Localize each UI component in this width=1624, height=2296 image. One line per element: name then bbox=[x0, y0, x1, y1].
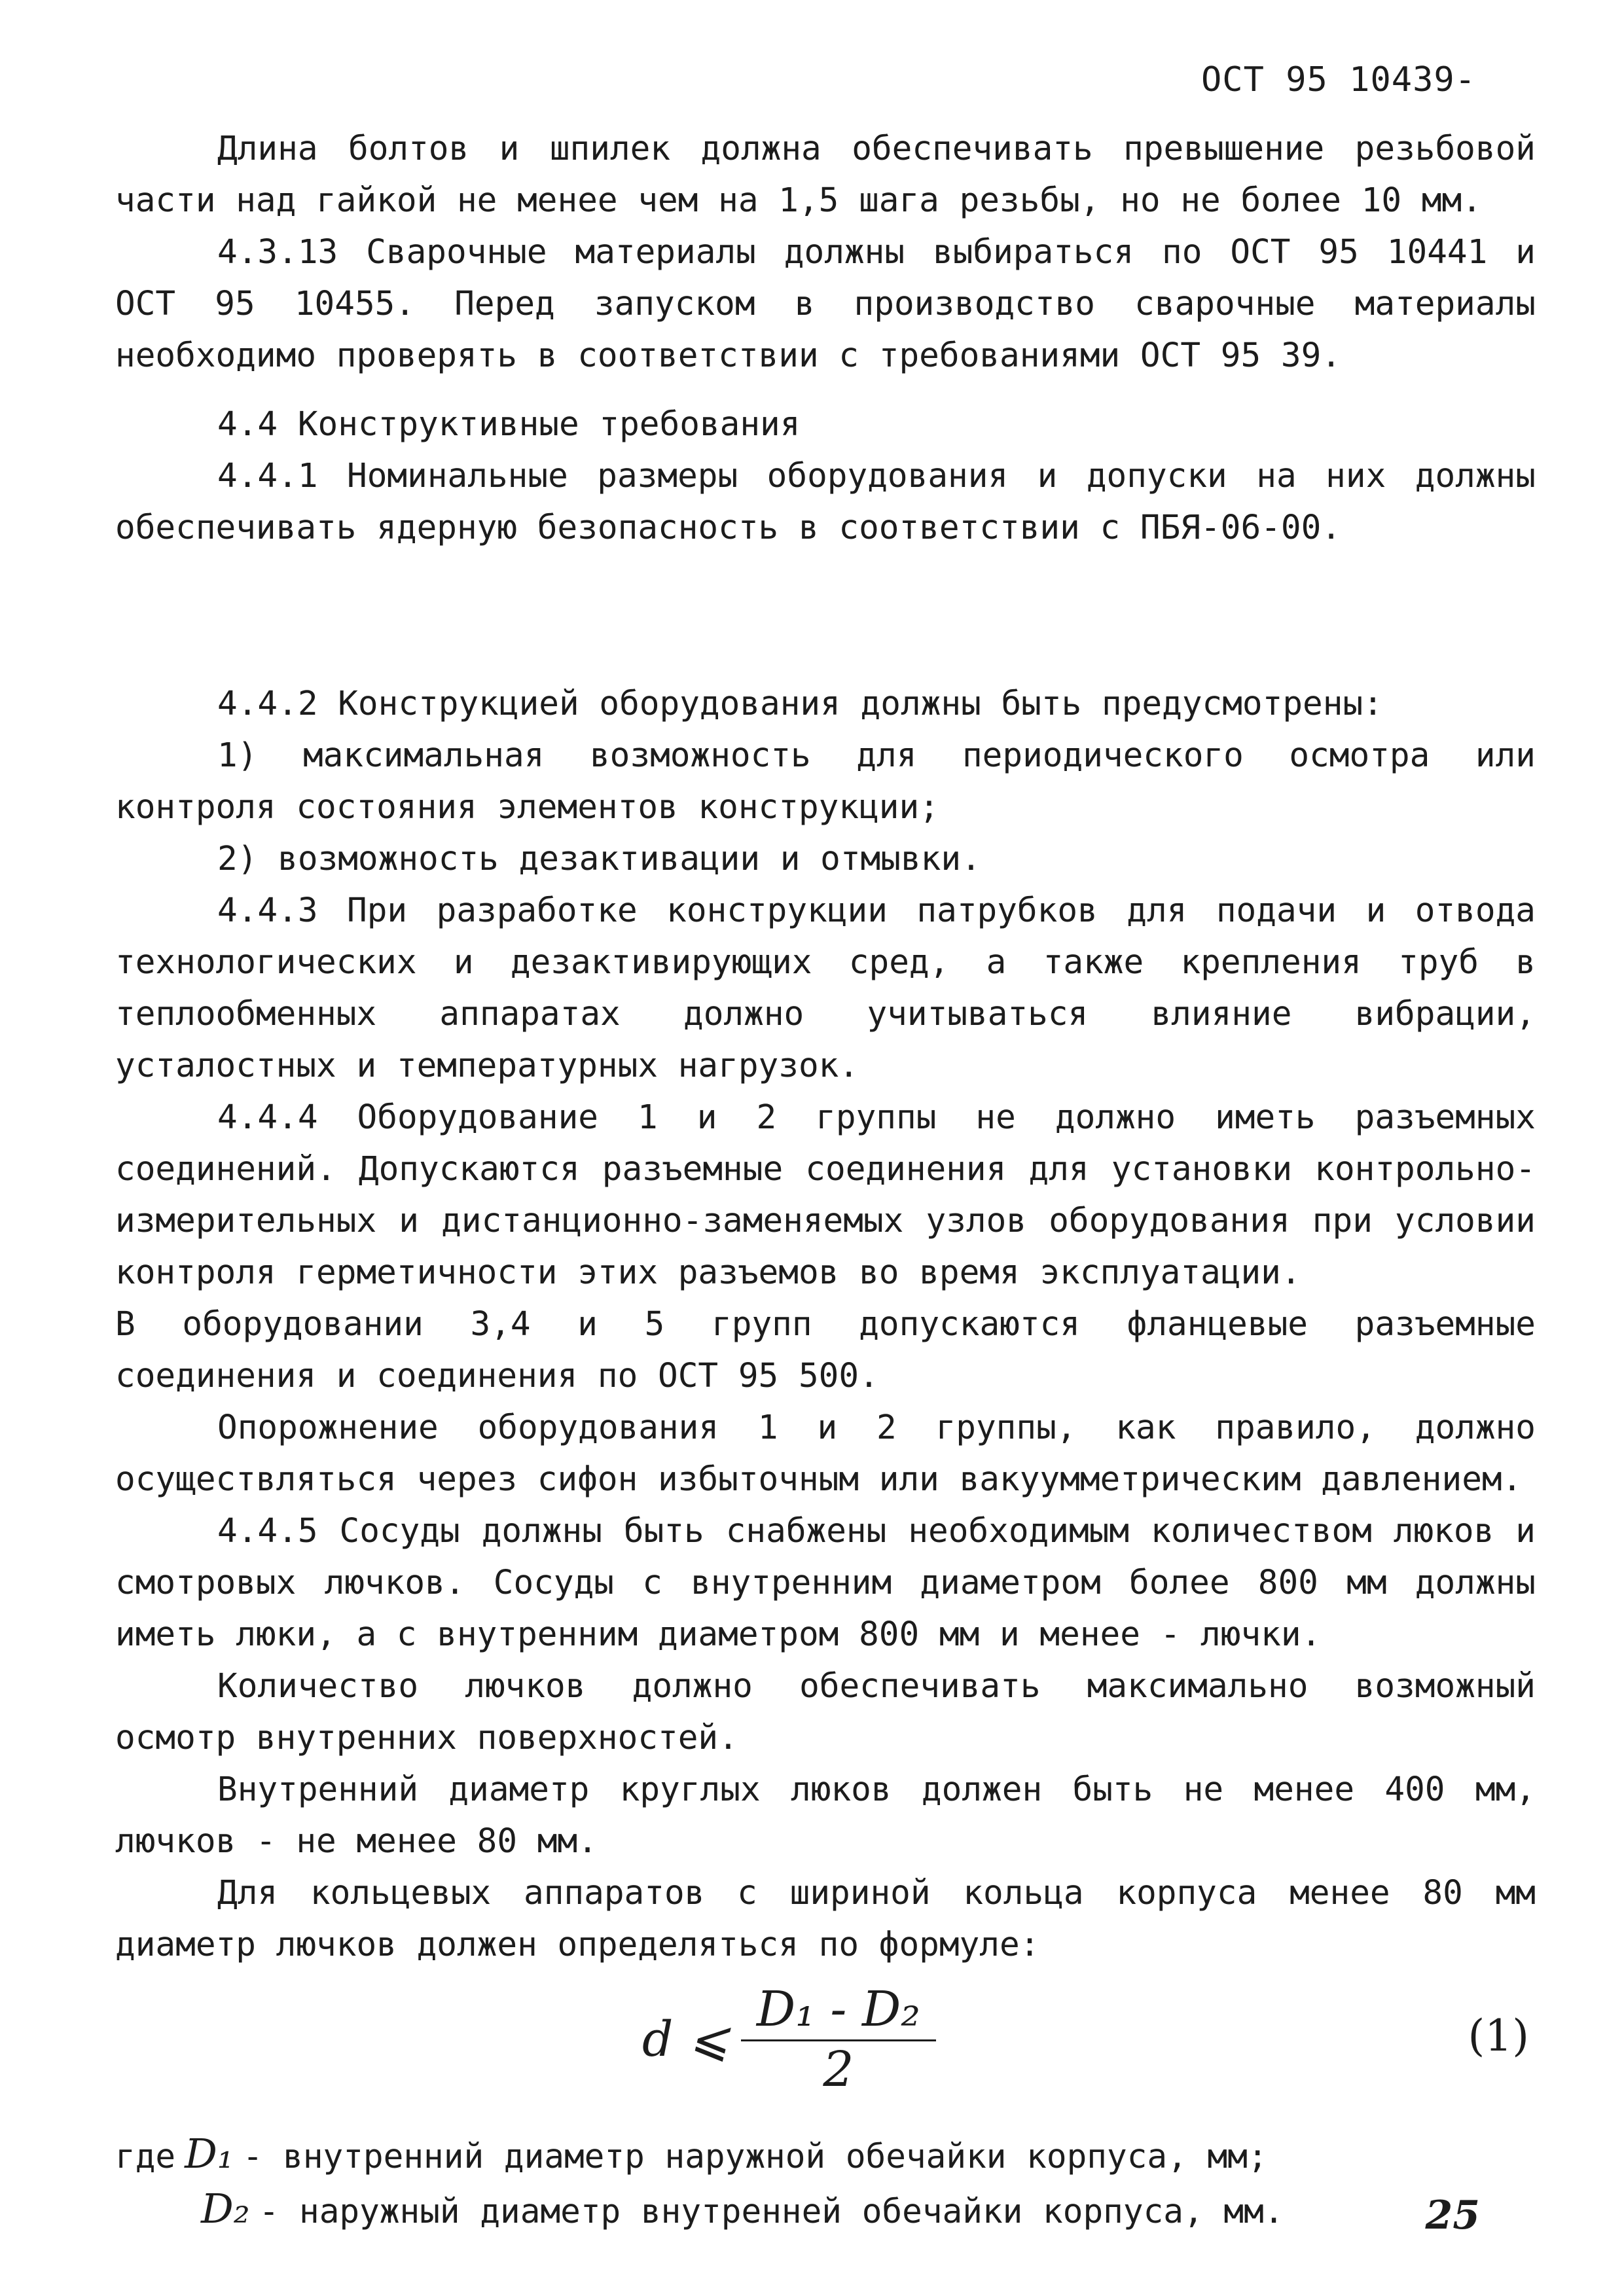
paragraph-4-4-3: 4.4.3 При разработке конструкции патрубков для подачи и отвода технологических и дезактивирующих сред, а также крепления труб в теплообменных аппаратах должно учитываться влияние вибрации, усталостных и температурных нагрузок. bbox=[115, 891, 1536, 1085]
legend-d2-text: - наружный диаметр внутренней обечайки корпуса, мм. bbox=[259, 2193, 1284, 2231]
paragraph-hatch-count: Количество лючков должно обеспечивать максимально возможный осмотр внутренних поверхностей. bbox=[115, 1667, 1536, 1757]
formula-number: (1) bbox=[1468, 2011, 1529, 2061]
paragraph-bolt-length: Длина болтов и шпилек должна обеспечивать превышение резьбовой части над гайкой не менее чем на 1,5 шага резьбы, но не более 10 мм. bbox=[115, 130, 1536, 220]
page-number: 25 bbox=[1425, 2193, 1480, 2238]
formula-fraction bbox=[741, 1981, 936, 2098]
legend-d2-symbol: D₂ bbox=[201, 2185, 250, 2233]
paragraph-groups-3-4-5: В оборудовании 3,4 и 5 групп допускаются фланцевые разъемные соединения и соединения по ОСТ 95 500. bbox=[115, 1305, 1536, 1395]
formula-numerator: D₁ - D₂ bbox=[741, 1984, 936, 2041]
list-item-1: 1) максимальная возможность для периодического осмотра или контроля состояния элементов конструкции; bbox=[115, 736, 1536, 827]
legend-row-d1 bbox=[115, 2128, 1536, 2183]
formula bbox=[642, 1981, 936, 2098]
formula-lhs: d ⩽ bbox=[642, 2011, 729, 2068]
document-code-header: ОСТ 95 10439- bbox=[1201, 60, 1476, 99]
formula-legend bbox=[115, 2128, 1536, 2238]
paragraph-4-4-4: 4.4.4 Оборудование 1 и 2 группы не должно иметь разъемных соединений. Допускаются разъемные соединения для установки контрольно-измерительных и дистанционно-заменяемых узлов оборудования при условии контроля герметичности этих разъемов во время эксплуатации. bbox=[115, 1098, 1536, 1292]
paragraph-draining: Опорожнение оборудования 1 и 2 группы, как правило, должно осуществляться через сифон избыточным или вакуумметрическим давлением. bbox=[115, 1408, 1536, 1499]
section-heading-4-4: 4.4 Конструктивные требования bbox=[217, 405, 801, 444]
paragraph-4-4-5: 4.4.5 Сосуды должны быть снабжены необходимым количеством люков и смотровых лючков. Сосуды с внутренним диаметром более 800 мм должны иметь люки, а с внутренним диаметром 800 мм и менее - лючки. bbox=[115, 1512, 1536, 1654]
list-item-2: 2) возможность дезактивации и отмывки. bbox=[217, 840, 981, 878]
paragraph-ring-apparatus: Для кольцевых аппаратов с шириной кольца корпуса менее 80 мм диаметр лючков должен определяться по формуле: bbox=[115, 1874, 1536, 1964]
paragraph-4-4-1: 4.4.1 Номинальные размеры оборудования и допуски на них должны обеспечивать ядерную безопасность в соответствии с ПБЯ-06-00. bbox=[115, 457, 1536, 547]
formula-block bbox=[115, 1981, 1536, 2115]
paragraph-hatch-diameter: Внутренний диаметр круглых люков должен быть не менее 400 мм, лючков - не менее 80 мм. bbox=[115, 1770, 1536, 1861]
legend-d1-symbol: D₁ bbox=[185, 2130, 234, 2178]
legend-row-d2 bbox=[115, 2183, 1536, 2238]
paragraph-4-3-13: 4.3.13 Сварочные материалы должны выбираться по ОСТ 95 10441 и ОСТ 95 10455. Перед запуском в производство сварочные материалы необходимо проверять в соответствии с требованиями ОСТ 95 39. bbox=[115, 233, 1536, 375]
formula-denominator: 2 bbox=[823, 2041, 854, 2098]
legend-where: где bbox=[115, 2138, 176, 2176]
legend-d1-text: - внутренний диаметр наружной обечайки корпуса, мм; bbox=[242, 2138, 1268, 2176]
paragraph-4-4-2: 4.4.2 Конструкцией оборудования должны быть предусмотрены: bbox=[217, 685, 1383, 723]
document-body bbox=[115, 123, 1536, 2238]
